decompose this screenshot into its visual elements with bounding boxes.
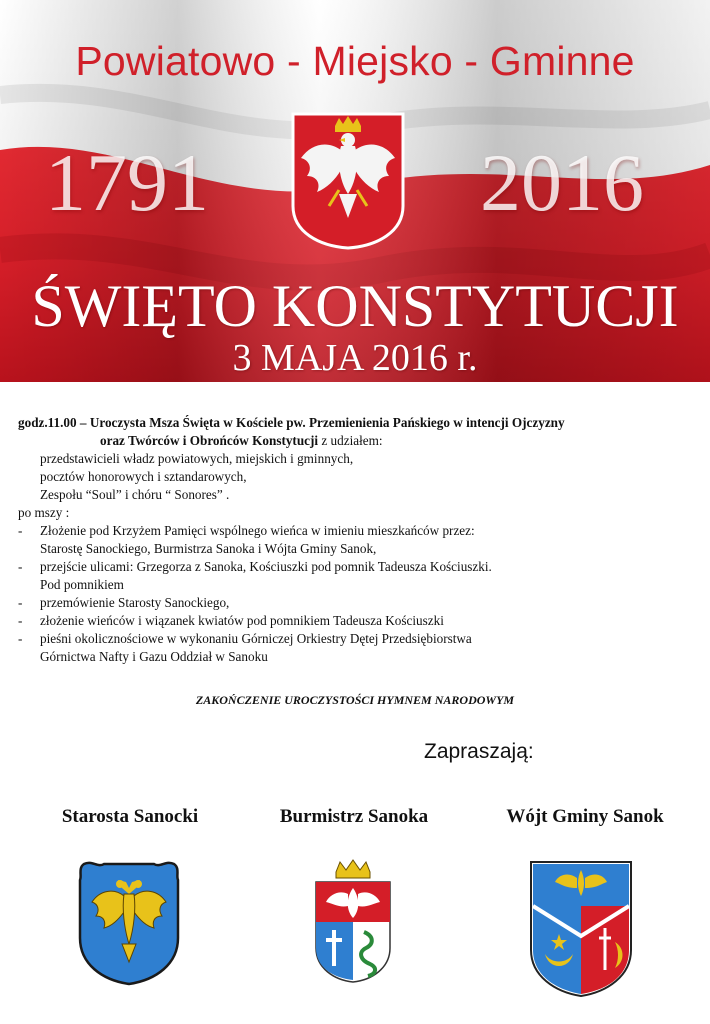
participant-item: przedstawicieli władz powiatowych, miejskich i gminnych, — [40, 451, 354, 466]
list-dash: - — [18, 595, 23, 610]
program-item — [18, 594, 698, 612]
after-mass-heading: po mszy : — [18, 505, 70, 520]
mass-dedication: oraz Twórców i Obrońców Konstytucji — [100, 433, 319, 448]
participant-item: pocztów honorowych i sztandarowych, — [40, 469, 247, 484]
program-item-text: Pod pomnikiem — [40, 577, 124, 592]
mass-line-1 — [18, 414, 698, 432]
sanok-city-coat-of-arms-icon — [312, 858, 394, 984]
top-title: Powiatowo - Miejsko - Gminne — [75, 38, 635, 84]
closing-anthem-note: ZAKOŃCZENIE UROCZYSTOŚCI HYMNEM NARODOWYM — [195, 693, 515, 707]
mass-line-2 — [18, 432, 698, 450]
participant-item: Zespołu “Soul” i chóru “ Sonores” . — [40, 487, 230, 502]
list-dash: - — [18, 559, 23, 574]
list-dash: - — [18, 523, 23, 538]
program-item-text: przejście ulicami: Grzegorza z Sanoka, Kościuszki pod pomnik Tadeusza Kościuszki. — [40, 559, 492, 574]
program-item — [18, 558, 698, 576]
program-item-continued — [18, 540, 698, 558]
invite-label: Zapraszają: — [424, 740, 534, 763]
event-date: 3 MAJA 2016 r. — [232, 337, 478, 379]
county-coat-of-arms-icon — [74, 858, 184, 986]
mass-with: z udziałem: — [318, 433, 383, 448]
program-item-continued — [18, 576, 698, 594]
program-item-text: złożenie wieńców i wiązanek kwiatów pod pomnikiem Tadeusza Kościuszki — [40, 613, 444, 628]
signatory-county-starost: Starosta Sanocki — [61, 806, 199, 827]
program-item — [18, 522, 698, 540]
sanok-commune-coat-of-arms-icon — [527, 858, 635, 998]
list-dash: - — [18, 613, 23, 628]
list-dash: - — [18, 631, 23, 646]
header-banner — [0, 0, 710, 382]
program-item-text: Złożenie pod Krzyżem Pamięci wspólnego wieńca w imieniu mieszkańców przez: — [40, 523, 475, 538]
signatory-commune-head: Wójt Gminy Sanok — [506, 806, 664, 827]
program-item — [18, 630, 698, 648]
mass-time: godz.11.00 — [18, 415, 77, 430]
year-right: 2016 — [480, 137, 644, 228]
main-title: ŚWIĘTO KONSTYTUCJI — [31, 273, 679, 339]
program-item-text: pieśni okolicznościowe w wykonaniu Górniczej Orkiestry Dętej Przedsiębiorstwa — [40, 631, 472, 646]
event-program — [18, 414, 698, 666]
mass-description: – Uroczysta Msza Święta w Kościele pw. Przemienienia Pańskiego w intencji Ojczyzny — [76, 415, 565, 430]
program-item-text: Górnictwa Nafty i Gazu Oddział w Sanoku — [40, 649, 268, 664]
program-item-continued — [18, 648, 698, 666]
program-item-text: Starostę Sanockiego, Burmistrza Sanoka i Wójta Gminy Sanok, — [40, 541, 377, 556]
program-item-text: przemówienie Starosty Sanockiego, — [40, 595, 230, 610]
year-left: 1791 — [45, 137, 209, 228]
white-eagle-emblem-icon — [289, 110, 407, 250]
program-item — [18, 612, 698, 630]
signatory-city-mayor: Burmistrz Sanoka — [279, 806, 429, 827]
